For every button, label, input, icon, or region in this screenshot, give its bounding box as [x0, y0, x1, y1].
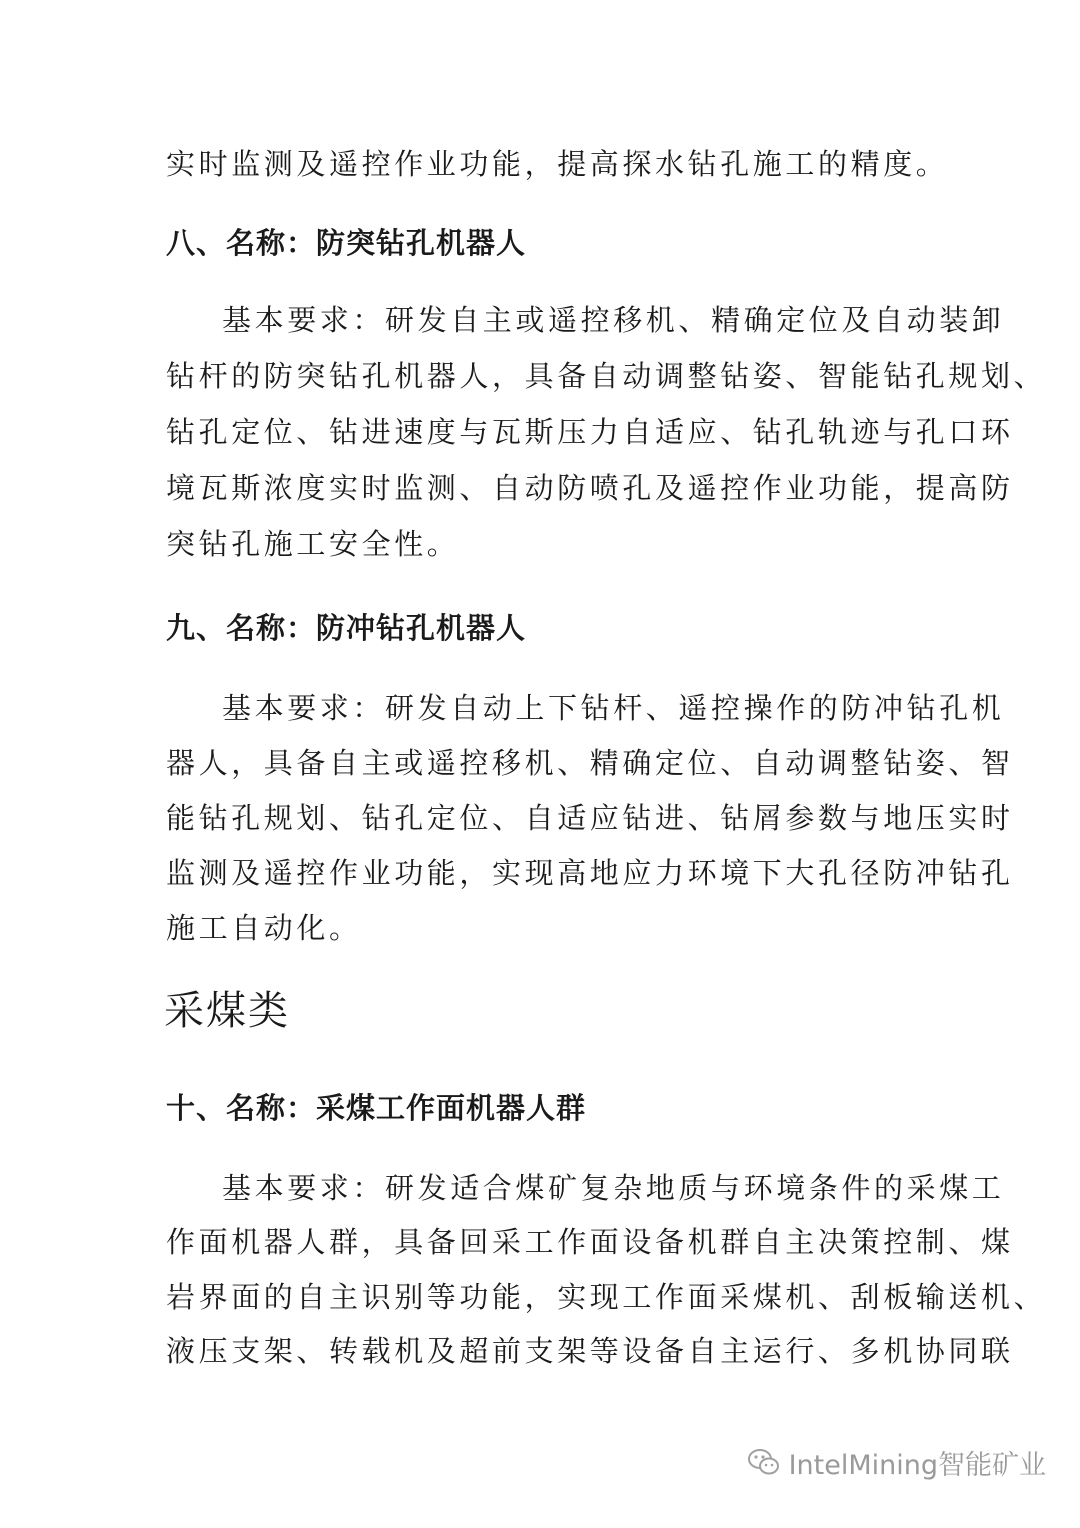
watermark [747, 1440, 1046, 1484]
section-10-line: 基本要求：研发适合煤矿复杂地质与环境条件的采煤工 [222, 1171, 1005, 1205]
intro-line: 实时监测及遥控作业功能，提高探水钻孔施工的精度。 [166, 147, 949, 181]
section-9-heading: 九、名称：防冲钻孔机器人 [166, 611, 527, 645]
section-9-line: 能钻孔规划、钻孔定位、自适应钻进、钻屑参数与地压实时 [166, 801, 1014, 835]
section-8-line: 境瓦斯浓度实时监测、自动防喷孔及遥控作业功能，提高防 [166, 471, 1014, 505]
section-8-line: 钻杆的防突钻孔机器人，具备自动调整钻姿、智能钻孔规划、 [166, 359, 1047, 393]
category-title: 采煤类 [164, 988, 290, 1034]
watermark-text: IntelMining智能矿业 [788, 1449, 1046, 1481]
section-10-line: 岩界面的自主识别等功能，实现工作面采煤机、刮板输送机、 [166, 1280, 1047, 1314]
wechat-icon [747, 1447, 781, 1477]
section-8-heading: 八、名称：防突钻孔机器人 [166, 226, 527, 260]
section-9-line: 器人，具备自主或遥控移机、精确定位、自动调整钻姿、智 [166, 746, 1014, 780]
section-10-line: 作面机器人群，具备回采工作面设备机群自主决策控制、煤 [166, 1225, 1014, 1259]
section-8-line: 突钻孔施工安全性。 [166, 527, 460, 561]
section-10-line: 液压支架、转载机及超前支架等设备自主运行、多机协同联 [166, 1334, 1014, 1368]
section-8-line: 钻孔定位、钻进速度与瓦斯压力自适应、钻孔轨迹与孔口环 [166, 415, 1014, 449]
section-10-heading: 十、名称：采煤工作面机器人群 [166, 1091, 587, 1125]
section-8-line: 基本要求：研发自主或遥控移机、精确定位及自动装卸 [222, 303, 1005, 337]
section-9-line: 监测及遥控作业功能，实现高地应力环境下大孔径防冲钻孔 [166, 856, 1014, 890]
section-9-line: 施工自动化。 [166, 911, 362, 945]
section-9-line: 基本要求：研发自动上下钻杆、遥控操作的防冲钻孔机 [222, 691, 1005, 725]
